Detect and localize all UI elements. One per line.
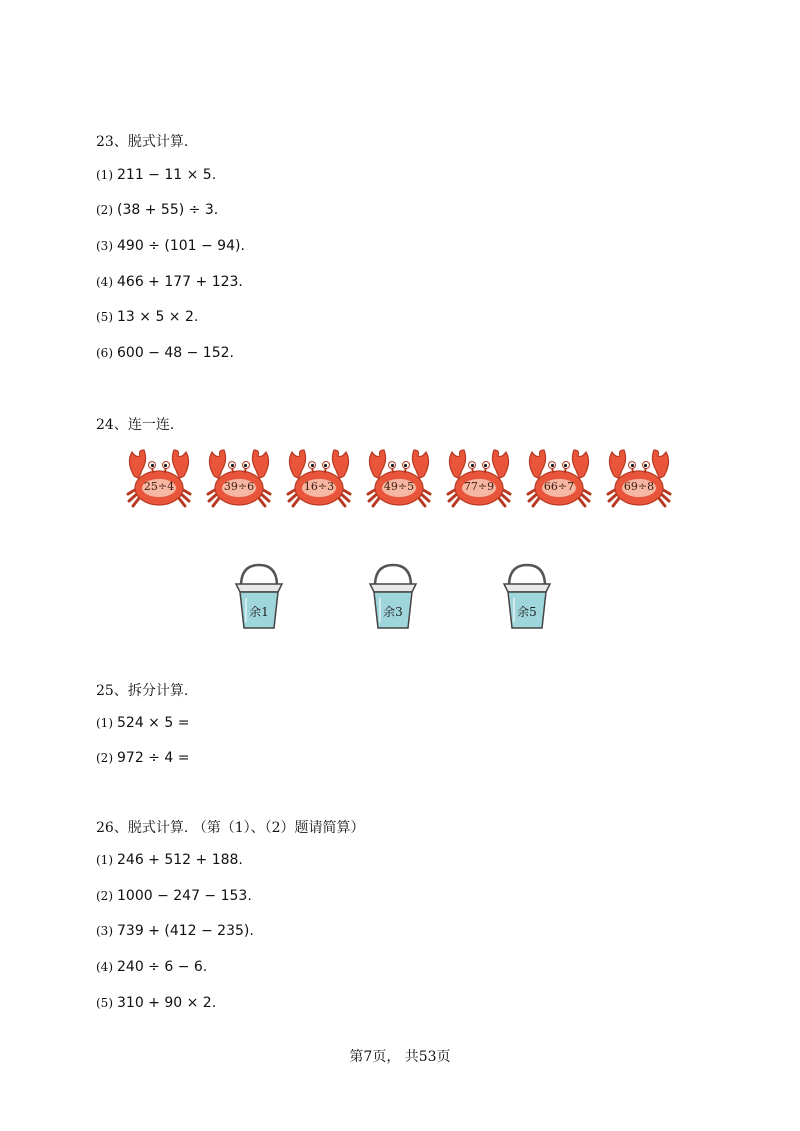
item-number: (5) [96,996,113,1010]
question-26-title: 26、脱式计算. （第（1）、（2）题请简算） [96,820,365,836]
q23-item-3 [96,238,245,254]
item-expression: (38 + 55) ÷ 3. [117,202,219,218]
crab-expression: 25÷4 [143,480,175,493]
crab-card [124,446,194,512]
crab-card [364,446,434,512]
item-number: (1) [96,168,113,182]
crab-card [524,446,594,512]
item-number: (2) [96,203,113,217]
item-number: (3) [96,239,113,253]
q26-item-1 [96,852,243,868]
page-footer: 第7页， 共53页 [349,1049,451,1065]
item-number: (2) [96,751,113,765]
item-expression: 310 + 90 × 2. [117,995,217,1011]
bucket-card [366,562,420,632]
item-expression: 600 − 48 − 152. [117,345,234,361]
crab-expression: 39÷6 [223,480,255,493]
crab-expression: 77÷9 [463,480,495,493]
item-expression: 972 ÷ 4 = [117,750,190,766]
crab-card [204,446,274,512]
q25-item-2 [96,750,189,766]
question-25-title: 25、拆分计算. [96,683,189,699]
crab-expression: 49÷5 [383,480,415,493]
q23-item-6 [96,345,234,361]
item-expression: 211 − 11 × 5. [117,167,217,183]
question-24-title: 24、连一连. [96,417,175,433]
q26-item-4 [96,959,207,975]
q23-item-4 [96,274,243,290]
item-number: (4) [96,275,113,289]
item-expression: 524 × 5 = [117,715,190,731]
item-expression: 1000 − 247 − 153. [117,888,252,904]
bucket-remainder: 余3 [383,605,403,619]
item-number: (3) [96,924,113,938]
crab-expression: 66÷7 [543,480,575,493]
bucket-card [500,562,554,632]
crab-card [284,446,354,512]
crab-row [124,446,676,512]
q25-item-1 [96,715,189,731]
item-number: (2) [96,889,113,903]
crab-card [444,446,514,512]
item-number: (6) [96,346,113,360]
item-expression: 466 + 177 + 123. [117,274,243,290]
item-number: (5) [96,310,113,324]
crab-expression: 69÷8 [623,480,655,493]
crab-card [604,446,674,512]
q23-item-2 [96,202,218,218]
crab-expression: 16÷3 [303,480,335,493]
item-expression: 739 + (412 − 235). [117,923,254,939]
q26-item-5 [96,995,216,1011]
item-expression: 240 ÷ 6 − 6. [117,959,208,975]
q26-item-2 [96,888,252,904]
item-number: (4) [96,960,113,974]
q23-item-5 [96,309,198,325]
item-expression: 13 × 5 × 2. [117,309,199,325]
bucket-remainder: 余5 [517,605,537,619]
q26-item-3 [96,923,254,939]
item-number: (1) [96,716,113,730]
bucket-remainder: 余1 [249,605,269,619]
question-23-title: 23、脱式计算. [96,134,189,150]
bucket-card [232,562,286,632]
item-expression: 246 + 512 + 188. [117,852,243,868]
item-number: (1) [96,853,113,867]
item-expression: 490 ÷ (101 − 94). [117,238,245,254]
q23-item-1 [96,167,216,183]
